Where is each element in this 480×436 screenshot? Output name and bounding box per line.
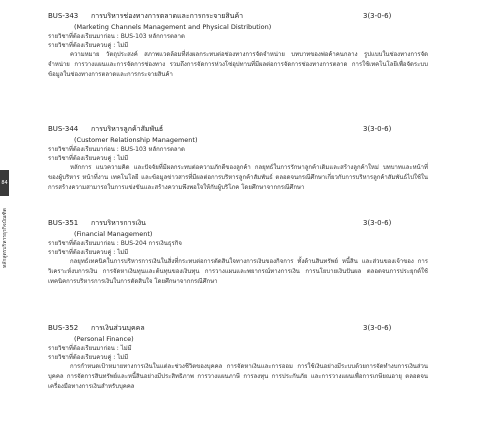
- course-code: BUS-351: [48, 219, 79, 227]
- page-number: 84: [1, 180, 8, 186]
- side-section-label: หลักสูตรบริหารธุรกิจบัณฑิต: [2, 208, 8, 268]
- course-block: [48, 323, 428, 392]
- course-header: [48, 11, 428, 22]
- course-header: [48, 218, 428, 229]
- course-block: [48, 11, 428, 80]
- corequisite: รายวิชาที่ต้องเรียนควบคู่ : ไม่มี: [48, 354, 129, 361]
- course-credits: 3(3-0-6): [363, 12, 392, 20]
- course-code: BUS-344: [48, 125, 79, 133]
- corequisite: รายวิชาที่ต้องเรียนควบคู่ : ไม่มี: [48, 155, 129, 162]
- course-title-thai: การเงินส่วนบุคคล: [91, 324, 145, 332]
- course-description: การกำหนดเป้าหมายทางการเงินในแต่ละช่วงชีวิตของบุคคล การจัดหาเงินและการออม การใช้เงินอย่างมีระบบด้วยการจัดทำงบการเงินส่วนบุคคล การจัดการสินทรัพย์และหนี้สินอย่างมีประสิทธิภาพ การวางแผนภาษี การลงทุน การประกันภัย และการวางแผนเพื่อการเกษียณอายุ ตลอดจนเครื่องมือทางการเงินสำหรับบุคคล: [48, 363, 428, 390]
- corequisite: รายวิชาที่ต้องเรียนควบคู่ : ไม่มี: [48, 249, 129, 256]
- course-credits: 3(3-0-6): [363, 125, 392, 133]
- course-description: ความหมาย วัตถุประสงค์ สภาพแวดล้อมที่ส่งผลกระทบต่อช่องทางการจัดจำหน่าย บทบาทของพ่อค้าคนกลาง รูปแบบในช่องทางการจัดจำหน่าย การวางแผนและการจัดการช่องทาง รวมถึงการจัดการห่วงโซ่อุปทานที่มีผลต่อการจัดการช่องทางการตลาด การใช้เทคโนโลยีเพื่อจัดระบบข้อมูลในช่องทางการตลาดและการกระจายสินค้า: [48, 51, 428, 78]
- course-credits: 3(3-0-6): [363, 324, 392, 332]
- course-header: [48, 323, 428, 334]
- course-block: [48, 218, 428, 287]
- corequisite: รายวิชาที่ต้องเรียนควบคู่ : ไม่มี: [48, 42, 129, 49]
- course-title-english: (Personal Finance): [74, 335, 134, 343]
- prerequisite: รายวิชาที่ต้องเรียนมาก่อน : BUS-103 หลักการตลาด: [48, 146, 185, 153]
- course-credits: 3(3-0-6): [363, 219, 392, 227]
- course-title-thai: การบริหารลูกค้าสัมพันธ์: [91, 125, 164, 133]
- course-title-english: (Financial Management): [74, 230, 153, 238]
- course-description: กลยุทธ์เทคนิคในการบริหารการเงินในสิ่งที่กระทบต่อการตัดสินใจทางการเงินของกิจการ ทั้งด้านสินทรัพย์ หนี้สิน และส่วนของเจ้าของ การวิเคราะห์งบการเงิน การจัดหาเงินทุนและต้นทุนของเงินทุน การวางแผนและพยากรณ์ทางการเงิน การนโยบายเงินปันผล ตลอดจนการประยุกต์ใช้เทคนิคการบริหารการเงินในการตัดสินใจ โดยศึกษาจากกรณีศึกษา: [48, 258, 428, 285]
- course-title-thai: การบริหารช่องทางการตลาดและการกระจายสินค้า: [91, 12, 244, 20]
- course-title-thai: การบริหารการเงิน: [91, 219, 146, 227]
- course-code: BUS-343: [48, 12, 79, 20]
- course-description: หลักการ แนวความคิด และปัจจัยที่มีผลกระทบต่อความภักดีของลูกค้า กลยุทธ์ในการรักษาลูกค้าเดิมและสร้างลูกค้าใหม่ บทบาทและหน้าที่ของผู้บริหาร หน้าที่งาน เทคโนโลยี และข้อมูลข่าวสารที่มีผลต่อการบริหารลูกค้าสัมพันธ์ ตลอดจนกรณีศึกษาเกี่ยวกับการบริหารลูกค้าสัมพันธ์ไปใช้ในการสร้างความสามารถในการแข่งขันและสร้างความพึงพอใจให้กับผู้บริโภค โดยศึกษาจากกรณีศึกษา: [48, 164, 428, 191]
- prerequisite: รายวิชาที่ต้องเรียนมาก่อน : BUS-103 หลักการตลาด: [48, 33, 185, 40]
- page-number-tab: [0, 170, 9, 196]
- prerequisite: รายวิชาที่ต้องเรียนมาก่อน : ไม่มี: [48, 345, 132, 352]
- course-block: [48, 124, 428, 193]
- course-header: [48, 124, 428, 135]
- course-title-english: (Customer Relationship Management): [74, 136, 198, 144]
- course-title-english: (Marketing Channels Management and Physical Distribution): [74, 23, 272, 31]
- prerequisite: รายวิชาที่ต้องเรียนมาก่อน : BUS-204 การเงินธุรกิจ: [48, 240, 182, 247]
- course-code: BUS-352: [48, 324, 79, 332]
